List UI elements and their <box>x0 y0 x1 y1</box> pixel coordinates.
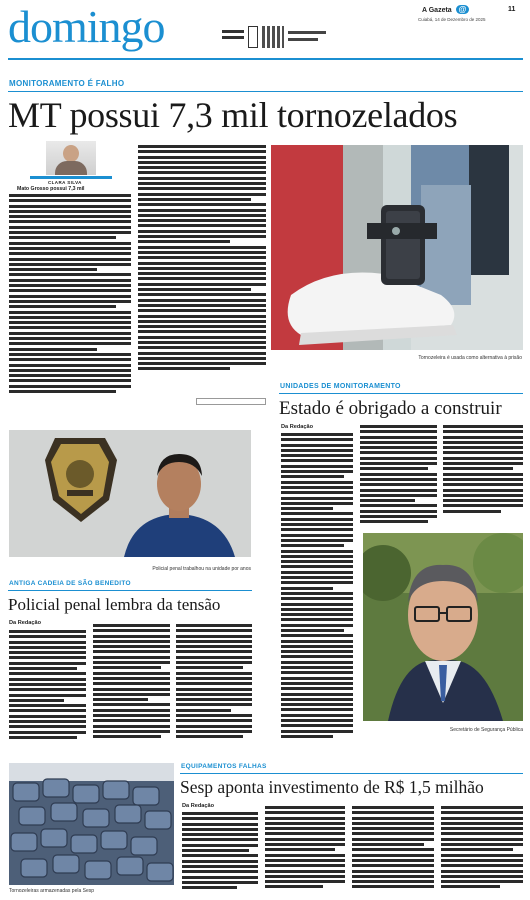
story2-col-1 <box>281 433 353 748</box>
story3-byline: Da Redação <box>9 620 42 626</box>
story2-byline: Da Redação <box>281 424 314 430</box>
masthead-small: A Gazeta @ <box>422 5 469 14</box>
story4-col-4 <box>441 806 523 894</box>
story4-photo-caption: Tornozeleiras armazenadas pela Sesp <box>9 888 95 894</box>
ad-box-small <box>196 398 266 405</box>
officer-photo <box>9 430 251 557</box>
secretary-photo <box>363 533 523 721</box>
main-col-1 <box>9 186 131 396</box>
lead-sentence: Mato Grosso possui 7,3 mil <box>17 186 85 192</box>
ankle-monitors-pile-photo <box>9 763 174 885</box>
main-col-2 <box>138 145 266 390</box>
story3-photo-caption: Policial penal trabalhou na unidade por anos <box>152 566 251 572</box>
header-rule <box>8 58 523 60</box>
story3-col-3 <box>176 624 252 745</box>
story3-kicker: ANTIGA CADEIA DE SÃO BENEDITO <box>9 580 131 587</box>
story3-headline: Policial penal lembra da tensão <box>8 595 221 614</box>
story4-col-2 <box>265 806 345 894</box>
story4-col-1 <box>182 812 258 894</box>
brand-logo-icon: @ <box>456 5 470 14</box>
story2-kicker: UNIDADES DE MONITORAMENTO <box>280 383 401 390</box>
story2-rule <box>279 393 523 394</box>
kicker-rule <box>8 91 523 92</box>
main-headline: MT possui 7,3 mil tornozelados <box>8 95 458 135</box>
ankle-monitor-photo <box>271 145 523 350</box>
page-number: 11 <box>508 6 516 13</box>
main-photo-caption: Tornozeleira é usada como alternativa à prisão <box>418 355 522 361</box>
story3-col-2 <box>93 624 170 745</box>
photo-credit-3 <box>150 558 250 562</box>
story3-col-1 <box>9 630 86 745</box>
story4-byline: Da Redação <box>182 803 215 809</box>
story4-kicker: EQUIPAMENTOS FALHAS <box>181 763 267 770</box>
story4-col-3 <box>352 806 434 894</box>
story2-col-3 <box>443 425 523 530</box>
author-photo <box>46 141 96 175</box>
story2-col-2 <box>360 425 437 530</box>
section-title: domingo <box>8 1 165 52</box>
qr-code-icon <box>262 26 284 48</box>
photo-credit-2 <box>420 722 520 726</box>
header-ad-block <box>222 26 332 48</box>
date-line: Cuiabá, 14 de Dezembro de 2025 <box>418 17 486 22</box>
story3-rule <box>8 590 252 591</box>
story4-headline: Sesp aponta investimento de R$ 1,5 milhão <box>180 777 484 797</box>
main-kicker: MONITORAMENTO É FALHO <box>9 79 125 88</box>
story2-photo-caption: Secretário de Segurança Pública <box>449 727 523 733</box>
author-name: CLARA SILVA <box>48 180 82 185</box>
story2-headline: Estado é obrigado a construir <box>279 398 502 419</box>
story4-rule <box>180 773 523 774</box>
